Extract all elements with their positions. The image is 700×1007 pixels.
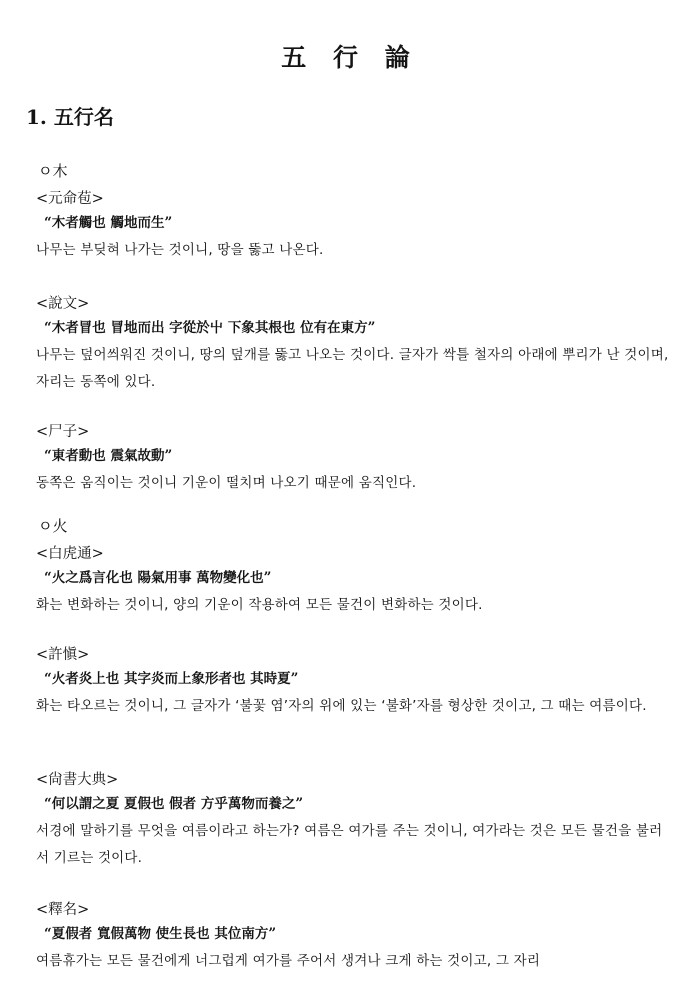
source-title: <尸子> [36,424,90,440]
korean-translation: 나무는 부딪혀 나가는 것이니, 땅을 뚫고 나온다. [36,242,324,258]
classical-quote: “火之爲言化也 陽氣用事 萬物變化也” [44,570,272,586]
entry-shiming [36,898,676,975]
classical-quote: “木者觸也 觸地而生” [44,215,173,231]
korean-translation: 동쪽은 움직이는 것이니 기운이 떨치며 나오기 때문에 움직인다. [36,475,417,491]
element-group-wood [36,160,676,182]
source-title: <元命苞> [36,191,104,207]
classical-quote: “夏假者 寬假萬物 使生長也 其位南方” [44,926,277,942]
entry-xushen [36,643,676,720]
entry-shizi [36,420,676,497]
source-title: <尙書大典> [36,772,119,788]
classical-quote: “何以謂之夏 夏假也 假者 方乎萬物而養之” [44,796,304,812]
entry-shangshu-dadian [36,768,676,872]
source-title: <說文> [36,296,90,312]
korean-translation: 나무는 덮어씌워진 것이니, 땅의 덮개를 뚫고 나오는 것이다. 글자가 싹틀 철자의 아래에 뿌리가 난 것이며, 자리는 동쪽에 있다. [36,347,669,390]
element-label-wood: ㅇ木 [38,162,68,180]
korean-translation: 화는 타오르는 것이니, 그 글자가 ‘불꽃 염’자의 위에 있는 ‘불화’자를 형상한 것이고, 그 때는 여름이다. [36,698,647,714]
source-title: <白虎通> [36,546,104,562]
source-title: <釋名> [36,902,90,918]
entry-baihutong [36,542,676,619]
korean-translation: 서경에 말하기를 무엇을 여름이라고 하는가? 여름은 여가를 주는 것이니, 여가라는 것은 모든 물건을 불러서 기르는 것이다. [36,823,663,866]
element-group-fire [36,515,676,537]
classical-quote: “火者炎上也 其字炎而上象形者也 其時夏” [44,671,299,687]
page-title: 五 行 論 [281,43,419,72]
element-label-fire: ㅇ火 [38,517,68,535]
korean-translation: 여름휴가는 모든 물건에게 너그럽게 여가를 주어서 생겨나 크게 하는 것이고, 그 자리 [36,953,541,969]
source-title: <許愼> [36,647,90,663]
classical-quote: “木者冒也 冒地而出 字從於屮 下象其根也 位有在東方” [44,320,376,336]
entry-yuanmingbao [36,187,676,264]
section-heading: 1. 五行名 [26,105,114,129]
korean-translation: 화는 변화하는 것이니, 양의 기운이 작용하여 모든 물건이 변화하는 것이다. [36,597,483,613]
entry-shuowen [36,292,676,396]
classical-quote: “東者動也 震氣故動” [44,448,173,464]
